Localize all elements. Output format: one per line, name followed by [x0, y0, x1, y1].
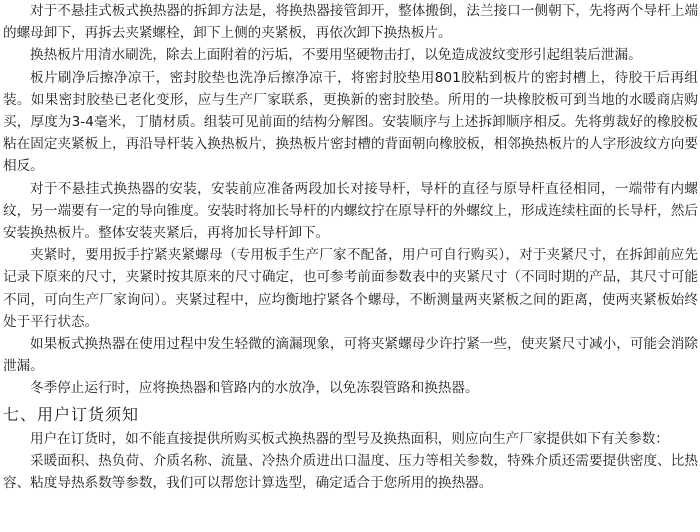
paragraph-plate-cleaning: 换热板片用清水刷洗，除去上面附着的污垢，不要用坚硬物击打，以免造成波纹变形引起组装后泄漏。: [30, 47, 642, 64]
paragraph-clamping: 夹紧时，要用扳手拧紧夹紧螺母（专用板手生产厂家不配备，用户可自行购买），对于夹紧尺寸，在拆卸前应先记录下原来的尺寸，夹紧时按其原来的尺寸确定，也可参考前面参数表中的夹紧尺寸（不同时期的产品，其尺寸可能不同，可向生产厂家询问）。夹紧过程中，应均衡地拧紧各个螺母，不断测量两夹紧板之间的距离，使两夹紧板始终处于平行状态。: [3, 247, 698, 330]
paragraph-leak-handling: 如果板式换热器在使用过程中发生轻微的滴漏现象，可将夹紧螺母少许拧紧一些，使夹紧尺寸减小，可能会消除泄漏。: [3, 336, 698, 375]
paragraph-ordering-intro: 用户在订货时，如不能直接提供所购买板式换热器的型号及换热面积，则应向生产厂家提供如下有关参数：: [30, 430, 669, 447]
paragraph-gasket-reassembly: 板片刷净后擦净凉干，密封胶垫也洗净后擦净凉干，将密封胶垫用801胶粘到板片的密封槽上，待胶干后再组装。如果密封胶垫已老化变形，应与生产厂家联系，更换新的密封胶垫。所用的一块橡胶板可到当地的水暖商店购买，厚度为3-4毫米，丁腈材质。组装可见前面的结构分解图。安装顺序与上述拆卸顺序相反。先将剪裁好的橡胶板粘在固定夹紧板上，再沿导杆装入换热板片，换热板片密封槽的背面朝向橡胶板，相邻换热板片的人字形波纹方向要相反。: [3, 69, 698, 175]
paragraph-ordering-parameters: 采暖面积、热负荷、介质名称、流量、冷热介质进出口温度、压力等相关参数，特殊介质还需要提供密度、比热容、粘度导热系数等参数，我们可以帮您计算选型，确定适合于您所用的换热器。: [3, 452, 698, 492]
section-heading-ordering: 七、用户订货须知: [3, 404, 140, 424]
paragraph-winter-drain: 冬季停止运行时，应将换热器和管路内的水放净，以免冻裂管路和换热器。: [30, 380, 479, 397]
paragraph-disassembly-method: 对于不悬挂式板式换热器的拆卸方法是，将换热器接管卸开，整体搬倒，法兰接口一侧朝下，先将两个导杆上端的螺母卸下，再拆去夹紧螺栓，卸下上侧的夹紧板，再依次卸下换热板片。: [3, 3, 698, 42]
paragraph-non-suspended-install: 对于不悬挂式换热器的安装，安装前应准备两段加长对接导杆，导杆的直径与原导杆直径相同，一端带有内螺纹，另一端要有一定的导向锥度。安装时将加长导杆的内螺纹拧在原导杆的外螺纹上，形成连续柱面的长导杆，然后安装换热板片。整体安装夹紧后，再将加长导杆卸下。: [3, 180, 698, 242]
